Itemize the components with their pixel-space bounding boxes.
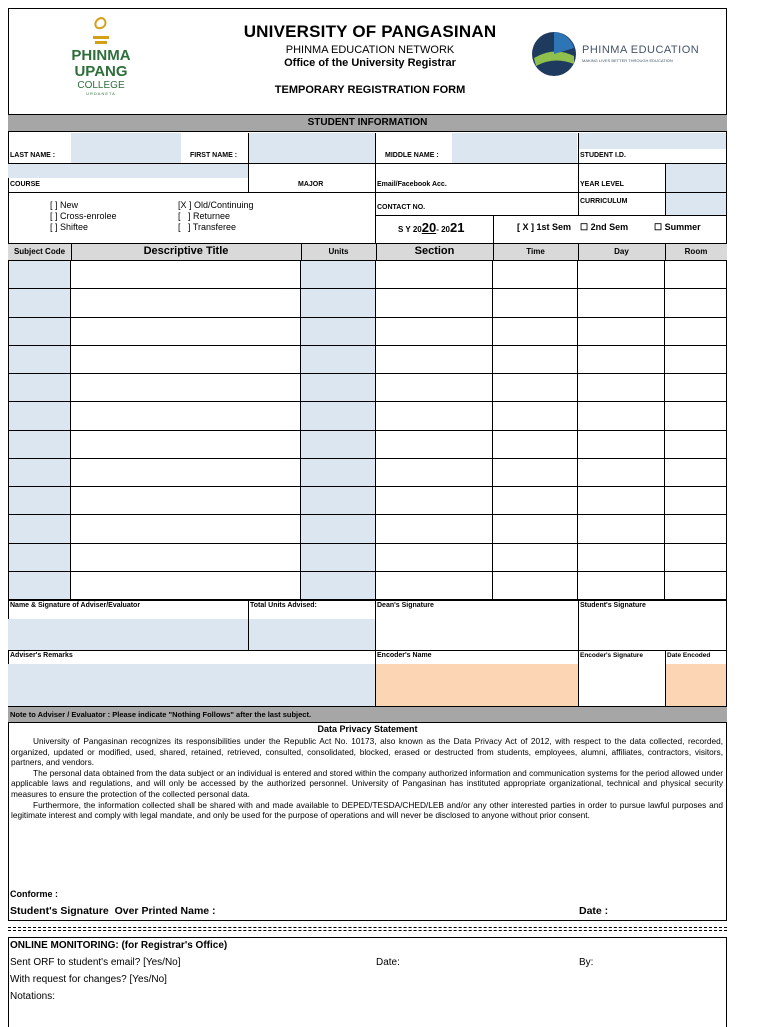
phinma-logo-tagline: MAKING LIVES BETTER THROUGH EDUCATION <box>582 58 673 63</box>
table-cell[interactable] <box>301 459 376 487</box>
table-cell[interactable] <box>493 374 578 402</box>
table-cell[interactable] <box>8 459 71 487</box>
network-title: PHINMA EDUCATION NETWORK <box>285 44 455 56</box>
table-cell[interactable] <box>8 289 71 317</box>
table-cell[interactable] <box>578 402 665 430</box>
upang-logo <box>42 10 160 110</box>
status-transferee[interactable]: [ ] Transferee <box>178 222 237 232</box>
table-cell[interactable] <box>8 318 71 346</box>
divider <box>493 215 494 243</box>
student-signature-label: Student's Signature <box>580 602 646 609</box>
table-cell[interactable] <box>665 572 727 600</box>
table-cell[interactable] <box>578 459 665 487</box>
table-cell[interactable] <box>301 431 376 459</box>
monitoring-by-label: By: <box>579 957 594 968</box>
divider <box>8 600 727 601</box>
table-cell[interactable] <box>71 289 301 317</box>
table-cell[interactable] <box>665 346 727 374</box>
table-cell[interactable] <box>301 318 376 346</box>
middle-name-field[interactable] <box>452 133 577 163</box>
encoder-name-field[interactable] <box>376 664 578 706</box>
table-cell[interactable] <box>665 487 727 515</box>
table-cell[interactable] <box>301 374 376 402</box>
divider <box>8 192 727 193</box>
note-text: Note to Adviser / Evaluator : Please indicate "Nothing Follows" after the last subject. <box>10 710 312 719</box>
first-name-label: FIRST NAME : <box>190 152 238 159</box>
table-cell[interactable] <box>71 318 301 346</box>
table-cell[interactable] <box>376 346 493 374</box>
table-cell[interactable] <box>376 374 493 402</box>
divider <box>578 133 579 215</box>
monitoring-date-label: Date: <box>376 957 400 968</box>
table-cell[interactable] <box>665 261 727 289</box>
divider <box>665 164 666 215</box>
privacy-paragraph-1: University of Pangasinan recognizes its responsibilities under the Republic Act No. 10173, also known as the Data Privacy Act of 2012, with respect to the data collected, recorded, organized, updated or modified, used, shared, retained, retrieved, consulted, consolidated, blocked, erased or destructed from students, employees, alumni, affiliates, contractors, visitors, partners, and vendors. <box>11 736 723 768</box>
col-room: Room <box>684 247 708 256</box>
table-cell[interactable] <box>665 374 727 402</box>
table-cell[interactable] <box>8 402 71 430</box>
table-cell[interactable] <box>376 318 493 346</box>
status-shiftee[interactable]: [ ] Shiftee <box>50 222 89 232</box>
table-cell[interactable] <box>493 544 578 572</box>
total-units-label: Total Units Advised: <box>250 602 317 609</box>
logo-line4: URDANETA <box>86 91 116 96</box>
table-cell[interactable] <box>71 261 301 289</box>
divider <box>493 243 494 261</box>
table-cell[interactable] <box>578 261 665 289</box>
table-cell[interactable] <box>578 487 665 515</box>
adviser-label: Name & Signature of Adviser/Evaluator <box>10 602 141 609</box>
table-cell[interactable] <box>301 402 376 430</box>
table-cell[interactable] <box>493 515 578 543</box>
curriculum-field[interactable] <box>665 193 726 215</box>
school-year <box>398 220 464 235</box>
table-cell[interactable] <box>301 289 376 317</box>
table-cell[interactable] <box>8 572 71 600</box>
conforme-signature-label: Student's Signature Over Printed Name : <box>10 905 216 917</box>
upang-crest-icon <box>88 16 114 48</box>
table-cell[interactable] <box>301 261 376 289</box>
sy-to[interactable]: 21 <box>450 220 465 235</box>
status-new[interactable]: [ ] New <box>50 200 79 210</box>
table-cell[interactable] <box>493 346 578 374</box>
col-subject-code: Subject Code <box>13 247 66 256</box>
table-cell[interactable] <box>71 374 301 402</box>
table-cell[interactable] <box>376 459 493 487</box>
divider <box>8 650 727 651</box>
table-cell[interactable] <box>376 402 493 430</box>
last-name-label: LAST NAME : <box>10 152 56 159</box>
office-title: Office of the University Registrar <box>284 57 456 69</box>
table-cell[interactable] <box>578 346 665 374</box>
table-cell[interactable] <box>8 374 71 402</box>
encoder-signature-label: Encoder's Signature <box>580 652 643 659</box>
table-cell[interactable] <box>376 289 493 317</box>
table-cell[interactable] <box>665 431 727 459</box>
table-cell[interactable] <box>665 289 727 317</box>
total-units-field[interactable] <box>249 619 375 650</box>
privacy-title: Data Privacy Statement <box>317 724 418 734</box>
adviser-remarks-label: Adviser's Remarks <box>10 652 73 659</box>
divider <box>578 243 579 261</box>
sem-summer[interactable]: ☐ Summer <box>654 222 701 232</box>
table-cell[interactable] <box>376 261 493 289</box>
table-cell[interactable] <box>71 459 301 487</box>
col-day: Day <box>614 247 629 256</box>
table-cell[interactable] <box>71 544 301 572</box>
phinma-logo-name: PHINMA EDUCATION <box>582 44 700 56</box>
table-cell[interactable] <box>71 515 301 543</box>
divider <box>578 600 579 706</box>
sem-second[interactable]: ☐ 2nd Sem <box>580 222 629 232</box>
table-cell[interactable] <box>376 544 493 572</box>
year-level-field[interactable] <box>665 164 726 192</box>
divider <box>375 133 376 243</box>
table-cell[interactable] <box>376 487 493 515</box>
table-cell[interactable] <box>665 459 727 487</box>
table-cell[interactable] <box>493 318 578 346</box>
logo-line2: UPANG <box>74 63 128 80</box>
table-cell[interactable] <box>376 431 493 459</box>
sent-orf-label: Sent ORF to student's email? [Yes/No] <box>10 957 181 968</box>
table-cell[interactable] <box>493 572 578 600</box>
table-cell[interactable] <box>8 515 71 543</box>
sy-prefix: S Y 20 <box>398 225 422 234</box>
status-old-continuing[interactable]: [X ] Old/Continuing <box>178 200 254 210</box>
university-title: UNIVERSITY OF PANGASINAN <box>243 22 497 41</box>
notations-label: Notations: <box>10 991 56 1002</box>
email-label: Email/Facebook Acc. <box>377 181 447 188</box>
table-cell[interactable] <box>578 572 665 600</box>
table-cell[interactable] <box>493 487 578 515</box>
encoder-name-label: Encoder's Name <box>377 652 432 659</box>
adviser-signature-field[interactable] <box>8 619 248 650</box>
middle-name-label: MIDDLE NAME : <box>385 152 439 159</box>
table-cell[interactable] <box>493 289 578 317</box>
col-time: Time <box>526 247 545 256</box>
table-cell[interactable] <box>578 515 665 543</box>
sy-from[interactable]: 20 <box>421 220 437 235</box>
adviser-remarks-field[interactable] <box>8 664 375 706</box>
divider <box>376 243 377 261</box>
table-cell[interactable] <box>665 318 727 346</box>
logo-line1: PHINMA <box>71 47 131 64</box>
table-cell[interactable] <box>8 487 71 515</box>
table-cell[interactable] <box>71 572 301 600</box>
table-cell[interactable] <box>8 544 71 572</box>
col-section: Section <box>414 245 455 257</box>
sy-mid: - 20 <box>436 225 450 234</box>
table-cell[interactable] <box>71 346 301 374</box>
table-cell[interactable] <box>665 402 727 430</box>
request-changes-label: With request for changes? [Yes/No] <box>10 974 167 985</box>
col-units: Units <box>328 247 349 256</box>
last-name-field[interactable] <box>71 133 181 163</box>
date-encoded-field[interactable] <box>666 664 726 706</box>
conforme-date-label: Date : <box>579 905 609 917</box>
logo-line3: COLLEGE <box>77 80 125 91</box>
privacy-paragraph-3: Furthermore, the information collected shall be shared with and made available to DEPED/TESDA/CHED/LEB and/or any other interested parties in order to pursue lawful purposes and legitimate interest and comply with legal mandate, and only be used for the purpose of operations and will never be disclosed to anyone without prior consent. <box>11 799 723 821</box>
table-cell[interactable] <box>493 431 578 459</box>
divider <box>375 215 727 216</box>
table-cell[interactable] <box>301 544 376 572</box>
table-cell[interactable] <box>301 572 376 600</box>
table-cell[interactable] <box>578 431 665 459</box>
table-cell[interactable] <box>71 487 301 515</box>
table-cell[interactable] <box>71 431 301 459</box>
table-cell[interactable] <box>8 346 71 374</box>
sem-first[interactable]: [ X ] 1st Sem <box>517 222 572 232</box>
form-title: TEMPORARY REGISTRATION FORM <box>274 84 466 96</box>
table-cell[interactable] <box>665 515 727 543</box>
divider <box>665 243 666 261</box>
table-cell[interactable] <box>665 544 727 572</box>
table-cell[interactable] <box>71 402 301 430</box>
divider <box>71 243 72 261</box>
table-cell[interactable] <box>493 261 578 289</box>
table-cell[interactable] <box>301 346 376 374</box>
status-returnee[interactable]: [ ] Returnee <box>178 211 231 221</box>
privacy-body <box>11 736 723 821</box>
first-name-field[interactable] <box>248 133 375 163</box>
course-label: COURSE <box>10 181 40 188</box>
divider <box>248 600 249 650</box>
table-cell[interactable] <box>376 515 493 543</box>
course-field[interactable] <box>8 164 248 178</box>
table-cell[interactable] <box>8 261 71 289</box>
table-cell[interactable] <box>8 431 71 459</box>
table-cell[interactable] <box>376 572 493 600</box>
student-id-field[interactable] <box>579 133 726 149</box>
conforme-label: Conforme : <box>10 889 58 899</box>
curriculum-label: CURRICULUM <box>580 198 628 205</box>
student-info-band: STUDENT INFORMATION <box>8 114 727 132</box>
student-id-label: STUDENT I.D. <box>580 152 626 159</box>
col-descriptive-title: Descriptive Title <box>143 245 229 257</box>
status-cross-enrolee[interactable]: [ ] Cross-enrolee <box>50 211 117 221</box>
table-cell[interactable] <box>578 318 665 346</box>
table-cell[interactable] <box>578 289 665 317</box>
cut-separator <box>8 927 727 931</box>
divider <box>301 243 302 261</box>
major-label: MAJOR <box>298 181 324 188</box>
contact-label: CONTACT NO. <box>377 204 426 211</box>
table-cell[interactable] <box>493 402 578 430</box>
year-level-label: YEAR LEVEL <box>580 181 624 188</box>
table-cell[interactable] <box>301 515 376 543</box>
table-cell[interactable] <box>578 544 665 572</box>
monitoring-title: ONLINE MONITORING: (for Registrar's Office) <box>10 940 228 951</box>
privacy-paragraph-2: The personal data obtained from the data subject or an individual is entered and stored within the company authorized information and communication systems for the period allowed under applicable laws and regulations, and will only be accessed by the authorized personnel. University of Pangasinan has instituted appropriate organizational, technical and physical security measures to ensure the protection of the collected personal data. <box>11 767 723 799</box>
table-cell[interactable] <box>493 459 578 487</box>
date-encoded-label: Date Encoded <box>667 652 711 659</box>
table-cell[interactable] <box>301 487 376 515</box>
divider <box>248 133 249 192</box>
dean-signature-label: Dean's Signature <box>377 602 434 609</box>
table-cell[interactable] <box>578 374 665 402</box>
